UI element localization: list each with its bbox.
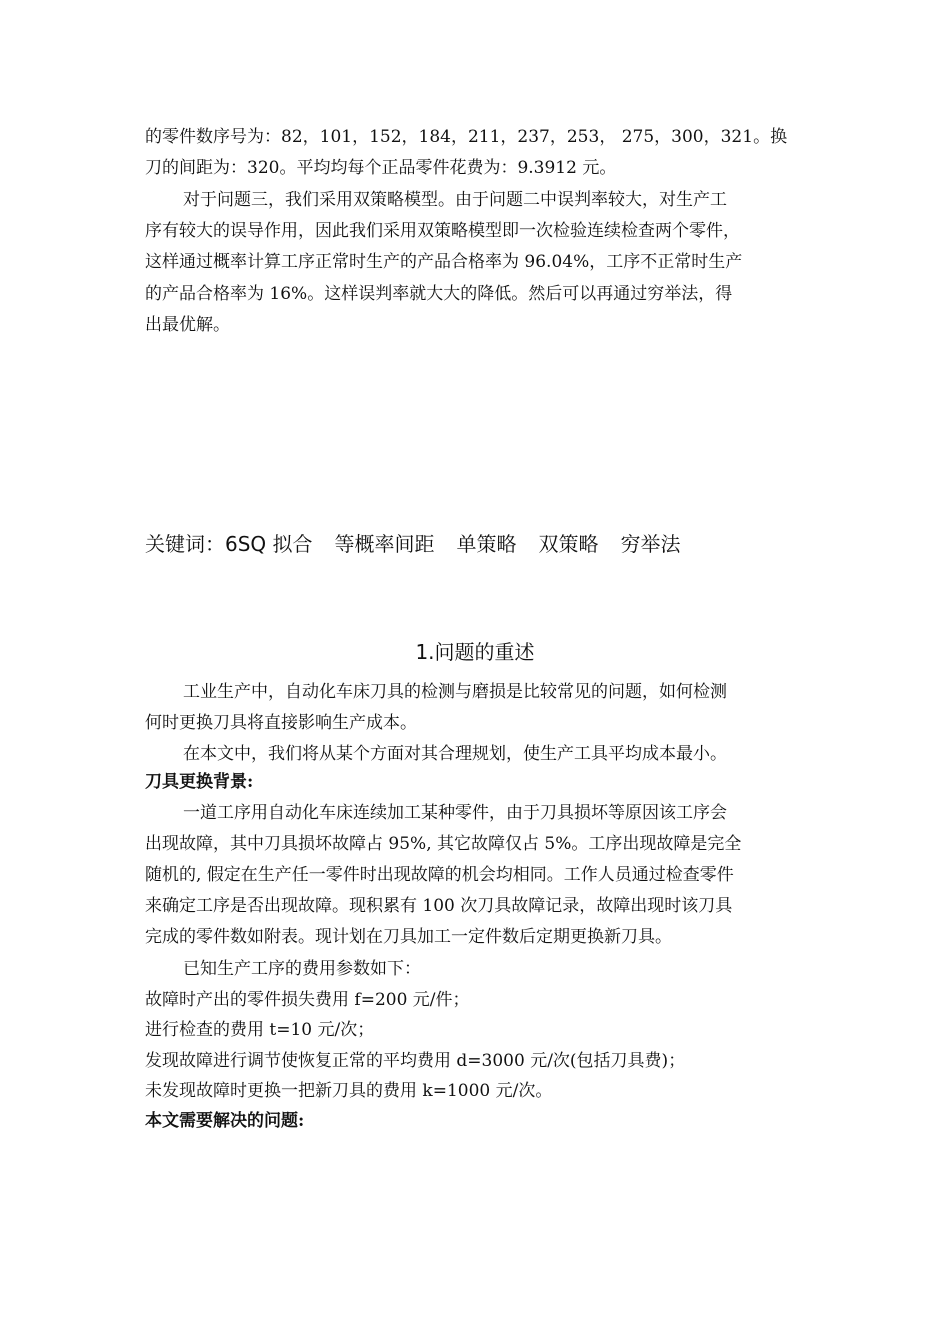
cost-parameter-d: 发现故障进行调节使恢复正常的平均费用 d=3000 元/次(包括刀具费)； xyxy=(145,1051,686,1071)
keyword-item: 6SQ 拟合 xyxy=(225,532,313,556)
summary-line: 这样通过概率计算工序正常时生产的产品合格率为 96.04%，工序不正常时生产 xyxy=(145,252,743,272)
keyword-item: 双策略 xyxy=(538,532,599,556)
body-line: 随机的, 假定在生产任一零件时出现故障的机会均相同。工作人员通过检查零件 xyxy=(145,865,734,885)
keyword-item: 等概率间距 xyxy=(334,532,435,556)
summary-line: 序有较大的误导作用，因此我们采用双策略模型即一次检验连续检查两个零件， xyxy=(145,221,740,241)
body-line: 一道工序用自动化车床连续加工某种零件，由于刀具损坏等原因该工序会 xyxy=(183,803,727,823)
body-line: 在本文中，我们将从某个方面对其合理规划，使生产工具平均成本最小。 xyxy=(183,744,727,764)
keyword-item: 单策略 xyxy=(456,532,517,556)
subheading-background: 刀具更换背景: xyxy=(145,772,254,792)
keywords-line xyxy=(145,528,703,557)
body-line: 已知生产工序的费用参数如下： xyxy=(183,959,421,979)
body-line: 完成的零件数如附表。现计划在刀具加工一定件数后定期更换新刀具。 xyxy=(145,927,672,947)
summary-line: 对于问题三，我们采用双策略模型。由于问题二中误判率较大，对生产工 xyxy=(183,190,727,210)
body-line: 出现故障，其中刀具损坏故障占 95%, 其它故障仅占 5%。工序出现故障是完全 xyxy=(145,834,742,854)
section-heading: 1.问题的重述 xyxy=(415,640,535,664)
body-line: 来确定工序是否出现故障。现积累有 100 次刀具故障记录，故障出现时该刀具 xyxy=(145,896,733,916)
summary-line: 的零件数序号为：82，101，152，184，211，237，253， 275，300，321。换 xyxy=(145,127,788,147)
keywords-label: 关键词： xyxy=(145,532,225,556)
cost-parameter-t: 进行检查的费用 t=10 元/次； xyxy=(145,1020,375,1040)
body-line: 工业生产中，自动化车床刀具的检测与磨损是比较常见的问题，如何检测 xyxy=(183,682,727,702)
summary-line: 刀的间距为：320。平均均每个正品零件花费为：9.3912 元。 xyxy=(145,158,617,178)
subheading-problems: 本文需要解决的问题: xyxy=(145,1111,305,1131)
summary-line: 出最优解。 xyxy=(145,315,230,335)
cost-parameter-f: 故障时产出的零件损失费用 f=200 元/件； xyxy=(145,990,470,1010)
cost-parameter-k: 未发现故障时更换一把新刀具的费用 k=1000 元/次。 xyxy=(145,1081,553,1101)
body-line: 何时更换刀具将直接影响生产成本。 xyxy=(145,713,417,733)
keyword-item: 穷举法 xyxy=(620,532,681,556)
summary-line: 的产品合格率为 16%。这样误判率就大大的降低。然后可以再通过穷举法，得 xyxy=(145,284,733,304)
